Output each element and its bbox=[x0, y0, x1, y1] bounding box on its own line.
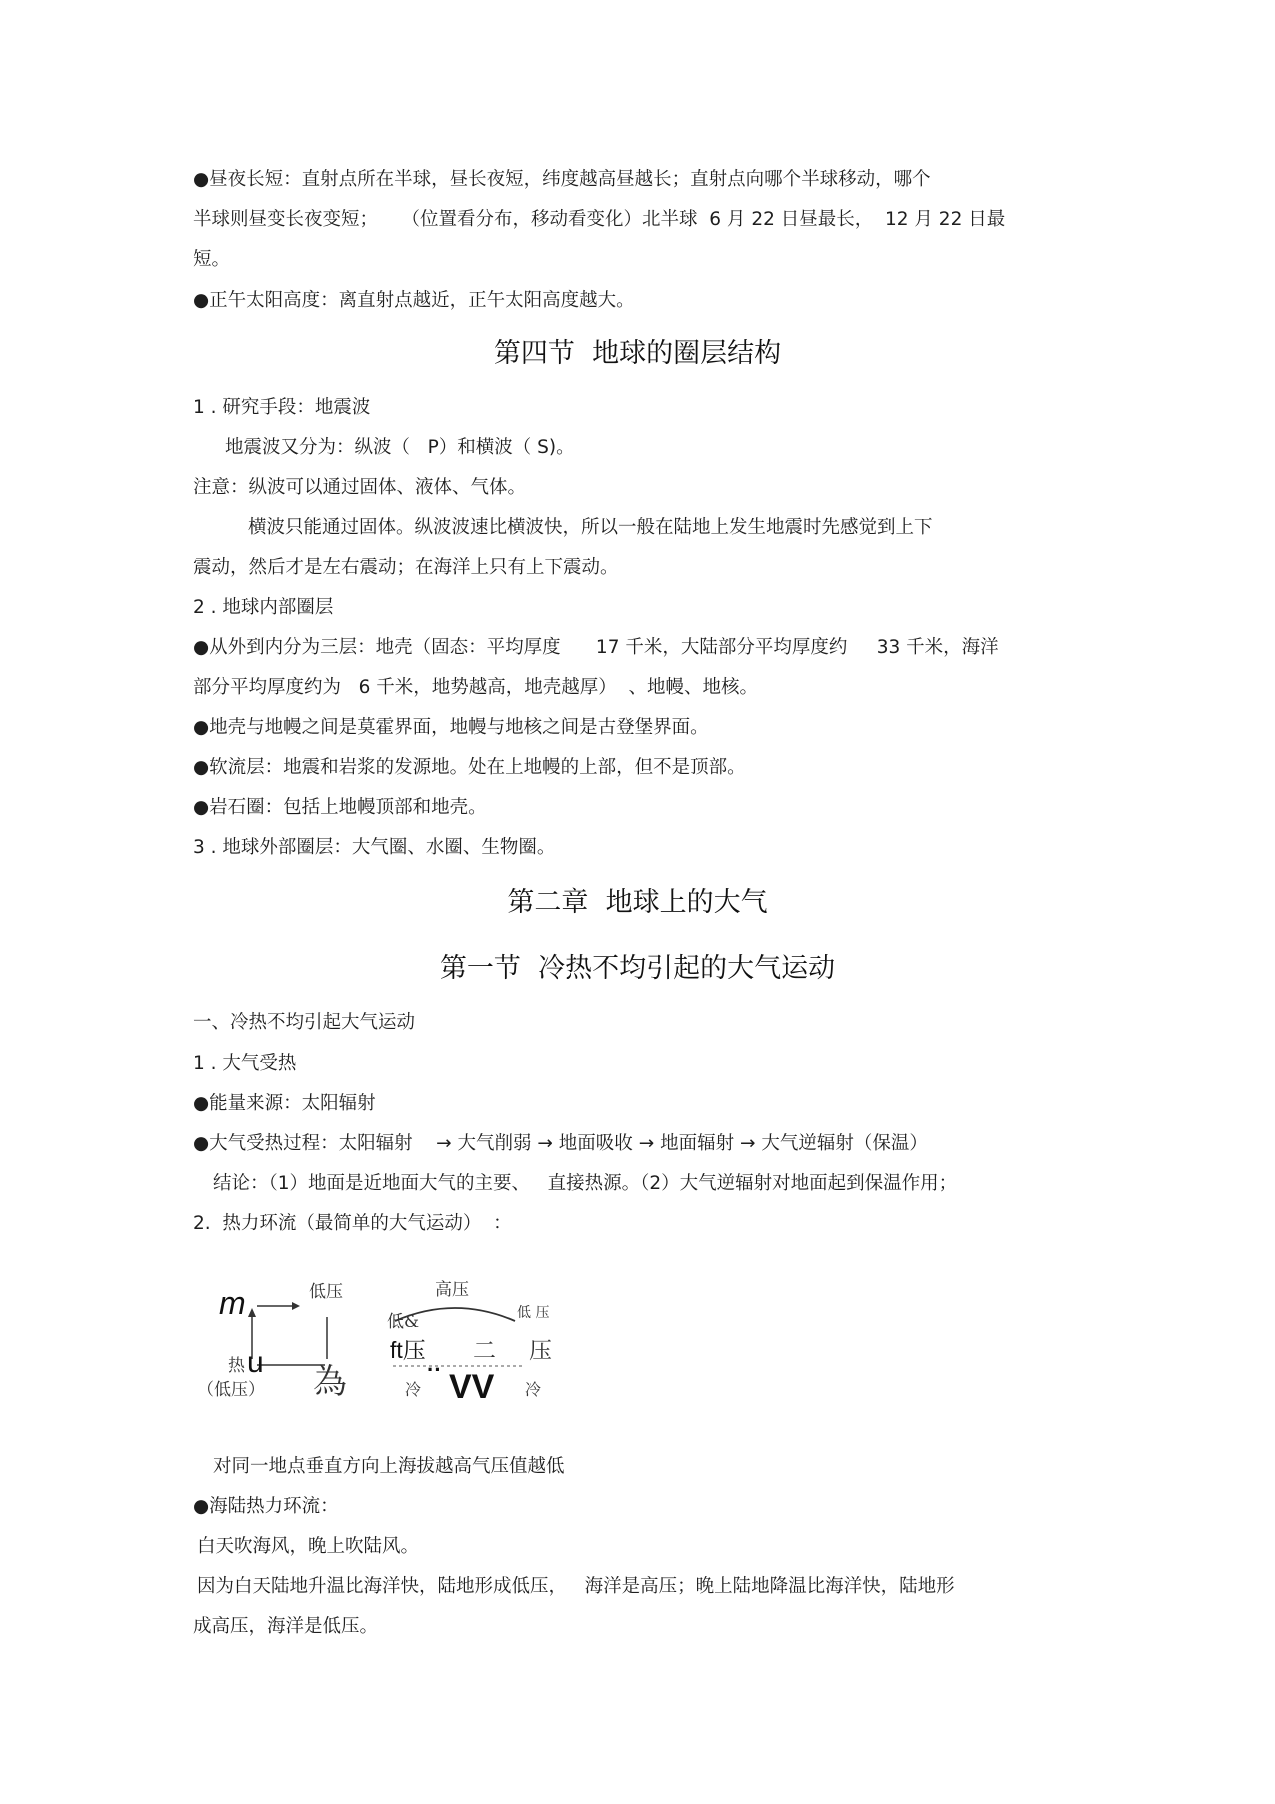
text-line: 地震波又分为：纵波（ P）和横波（ S)。 bbox=[225, 437, 575, 458]
text-line: 部分平均厚度约为 6 千米，地势越高，地壳越厚） 、地幔、地核。 bbox=[193, 677, 759, 698]
text-line: ●昼夜长短：直射点所在半球，昼长夜短，纬度越高昼越长；直射点向哪个半球移动，哪个 bbox=[193, 169, 931, 190]
text-line: 3 . 地球外部圈层：大气圈、水圈、生物圈。 bbox=[193, 837, 556, 858]
diagram-bottom-right: 為 bbox=[313, 1362, 347, 1402]
text-line: 1 . 研究手段：地震波 bbox=[193, 397, 371, 418]
thermal-circulation-diagram bbox=[195, 1275, 585, 1425]
diagram-low-pressure-right: 低 压 bbox=[517, 1305, 550, 1321]
text-line: ●大气受热过程：太阳辐射 → 大气削弱 → 地面吸收 → 地面辐射 → 大气逆辐射（保温） bbox=[193, 1133, 928, 1154]
diagram-u: u bbox=[247, 1346, 264, 1379]
arrow-head-up bbox=[248, 1308, 256, 1317]
text-line: 因为白天陆地升温比海洋快，陆地形成低压， 海洋是高压；晚上陆地降温比海洋快，陆地形 bbox=[197, 1576, 955, 1597]
arrow-head-right bbox=[292, 1302, 300, 1310]
diagram-low-pressure-paren: （低压） bbox=[197, 1380, 265, 1400]
diagram-high-pressure: 高压 bbox=[435, 1280, 469, 1300]
text-line: 2. 热力环流（最简单的大气运动） ： bbox=[193, 1213, 512, 1234]
diagram-ft-pressure: ft压 bbox=[390, 1337, 426, 1363]
text-line: 横波只能通过固体。纵波波速比横波快，所以一般在陆地上发生地震时先感觉到上下 bbox=[248, 517, 933, 538]
diagram-low-pressure-top: 低压 bbox=[309, 1282, 343, 1302]
text-line: ●海陆热力环流： bbox=[193, 1496, 339, 1517]
diagram-svg bbox=[195, 1275, 585, 1425]
text-line: 成高压，海洋是低压。 bbox=[193, 1616, 379, 1637]
diagram-pressure-right: 压 bbox=[529, 1338, 552, 1364]
text-line: 短。 bbox=[193, 249, 231, 270]
text-line: 一、冷热不均引起大气运动 bbox=[193, 1012, 416, 1033]
text-line: 半球则昼变长夜变短； （位置看分布，移动看变化）北半球 6 月 22 日昼最长， 12 月 22 日最 bbox=[193, 209, 1006, 230]
diagram-cold-right: 冷 bbox=[525, 1380, 542, 1399]
text-line: ●岩石圈：包括上地幔顶部和地壳。 bbox=[193, 797, 487, 818]
diagram-hot: 热 bbox=[228, 1356, 245, 1376]
text-line: ●从外到内分为三层：地壳（固态：平均厚度 17 千米，大陆部分平均厚度约 33 千米，海洋 bbox=[193, 637, 999, 658]
text-line: 结论：（1）地面是近地面大气的主要、 直接热源。（2）大气逆辐射对地面起到保温作用； bbox=[213, 1173, 958, 1194]
diagram-er: 二 bbox=[473, 1338, 496, 1364]
chapter-heading: 第二章 地球上的大气 bbox=[507, 887, 768, 918]
text-line: 对同一地点垂直方向上海拔越高气压值越低 bbox=[213, 1456, 565, 1477]
text-line: ●能量来源：太阳辐射 bbox=[193, 1093, 376, 1114]
diagram-dots: ·· bbox=[427, 1357, 442, 1382]
section-heading: 第一节 冷热不均引起的大气运动 bbox=[439, 953, 836, 984]
text-line: ●正午太阳高度：离直射点越近，正午太阳高度越大。 bbox=[193, 290, 635, 311]
text-line: 震动，然后才是左右震动；在海洋上只有上下震动。 bbox=[193, 557, 619, 578]
diagram-low-and: 低& bbox=[387, 1312, 420, 1332]
section-heading: 第四节 地球的圈层结构 bbox=[493, 338, 782, 369]
text-line: 注意：纵波可以通过固体、液体、气体。 bbox=[193, 477, 527, 498]
diagram-cold-left: 冷 bbox=[405, 1380, 422, 1399]
text-line: 白天吹海风，晚上吹陆风。 bbox=[197, 1536, 420, 1557]
text-line: ●地壳与地幔之间是莫霍界面，地幔与地核之间是古登堡界面。 bbox=[193, 717, 709, 738]
text-line: 1 . 大气受热 bbox=[193, 1053, 297, 1074]
text-line: 2 . 地球内部圈层 bbox=[193, 597, 334, 618]
text-line: ●软流层：地震和岩浆的发源地。处在上地幔的上部，但不是顶部。 bbox=[193, 757, 746, 778]
diagram-wave: VV bbox=[449, 1368, 495, 1406]
diagram-m: m bbox=[219, 1285, 246, 1321]
